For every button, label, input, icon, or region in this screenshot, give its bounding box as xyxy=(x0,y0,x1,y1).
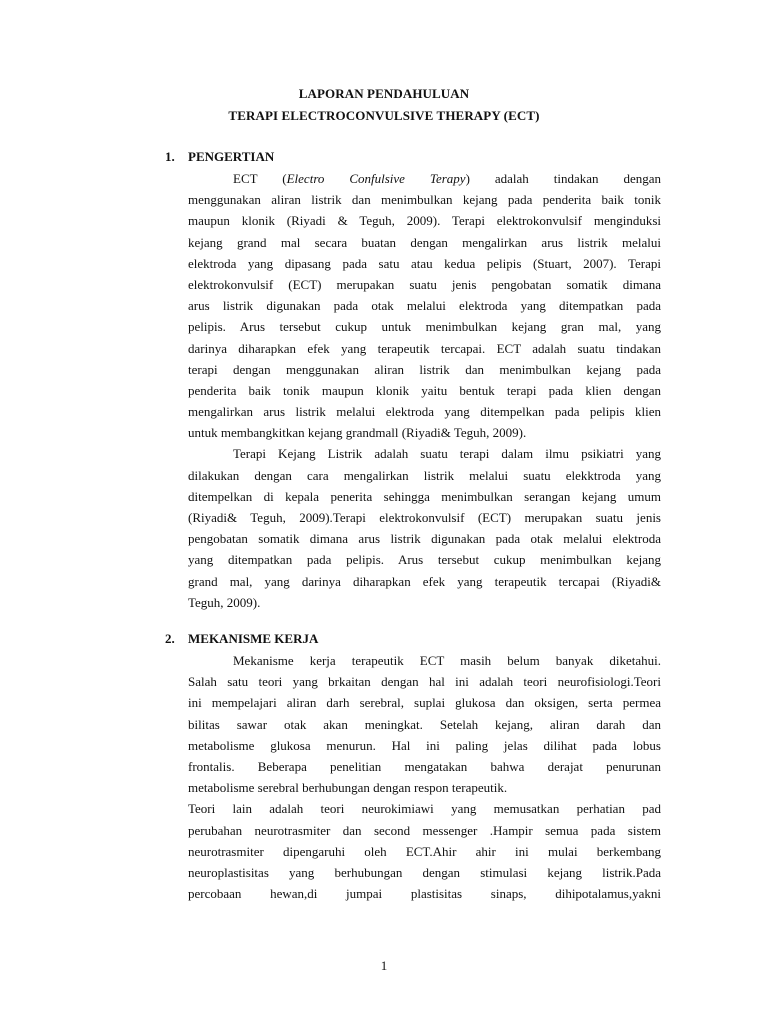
paragraph-line: Teori lain adalah teori neurokimiawi yang memusatkan perhatian pad xyxy=(188,801,661,817)
paragraph-line: arus listrik digunakan pada otak melalui elektroda yang ditempatkan pada xyxy=(188,298,661,314)
paragraph-line: Terapi Kejang Listrik adalah suatu terapi dalam ilmu psikiatri yang xyxy=(233,446,661,462)
paragraph-line: neuroplastisitas yang berhubungan dengan stimulasi kejang listrik.Pada xyxy=(188,864,661,880)
paragraph-line: percobaan hewan,di jumpai plastisitas sinaps, dihipotalamus,yakni xyxy=(188,886,661,902)
paragraph-line: elektroda yang dipasang pada satu atau kedua pelipis (Stuart, 2007). Terapi xyxy=(188,255,661,271)
paragraph-line: terapi dengan menggunakan aliran listrik dan menimbulkan kejang pada xyxy=(188,361,661,377)
paragraph-line: menggunakan aliran listrik dan menimbulkan kejang pada penderita baik tonik xyxy=(188,192,661,208)
paragraph-line: penderita baik tonik maupun klonik yaitu bentuk terapi pada klien dengan xyxy=(188,382,661,398)
paragraph-line: mengalirkan arus listrik melalui elektroda yang ditempelkan pada pelipis klien xyxy=(188,404,661,420)
paragraph-line: pengobatan somatik dimana arus listrik digunakan pada otak melalui elektroda xyxy=(188,531,661,547)
paragraph-line: Salah satu teori yang brkaitan dengan hal ini adalah teori neurofisiologi.Teori xyxy=(188,674,661,690)
paragraph-line: elektrokonvulsif (ECT) merupakan suatu jenis pengobatan somatik dimana xyxy=(188,276,661,292)
paragraph-line: darinya diharapkan efek yang terapeutik tercapai. ECT adalah suatu tindakan xyxy=(188,340,661,356)
paragraph-line: (Riyadi& Teguh, 2009).Terapi elektrokonvulsif (ECT) merupakan suatu jenis xyxy=(188,510,661,525)
paragraph-line: ini mempelajari aliran darh serebral, suplai glukosa dan oksigen, serta permea xyxy=(188,695,661,711)
paragraph-line: neurotrasmiter dipengaruhi oleh ECT.Ahir ahir ini mulai berkembang xyxy=(188,843,661,859)
paragraph-line: metabolisme serebral berhubungan dengan respon terapeutik. xyxy=(188,780,508,796)
paragraph-line: grand mal, yang darinya diharapkan efek yang terapeutik tercapai (Riyadi& xyxy=(188,573,661,589)
paragraph-line: yang ditempatkan pada pelipis. Arus tersebut cukup menimbulkan kejang xyxy=(188,552,661,568)
section-number: 1. xyxy=(165,149,175,164)
paragraph-line: kejang grand mal secara buatan dengan mengalirkan arus listrik melalui xyxy=(188,234,661,250)
section-heading-pengertian xyxy=(165,149,274,165)
paragraph-line: untuk membangkitkan kejang grandmall (Riyadi& Teguh, 2009). xyxy=(188,425,527,441)
paragraph-line: frontalis. Beberapa penelitian mengatakan bahwa derajat penurunan xyxy=(188,758,661,774)
section-number: 2. xyxy=(165,631,175,646)
paragraph-line: bilitas sawar otak akan meningkat. Setelah kejang, aliran darah dan xyxy=(188,716,661,732)
paragraph-line: ECT (Electro Confulsive Terapy) adalah tindakan dengan xyxy=(233,171,661,186)
paragraph-line: dilakukan dengan cara mengalirkan listrik melalui suatu elekktroda yang xyxy=(188,467,661,483)
paragraph-line: maupun klonik (Riyadi & Teguh, 2009). Terapi elektrokonvulsif menginduksi xyxy=(188,213,661,229)
section-body-mekanisme-kerja xyxy=(188,650,661,904)
section-title: PENGERTIAN xyxy=(188,149,275,164)
paragraph-line: metabolisme glukosa menurun. Hal ini paling jelas dilihat pada lobus xyxy=(188,737,661,753)
document-subtitle: TERAPI ELECTROCONVULSIVE THERAPY (ECT) xyxy=(228,108,540,123)
paragraph-line: Mekanisme kerja terapeutik ECT masih belum banyak diketahui. xyxy=(233,653,661,668)
paragraph-line: Teguh, 2009). xyxy=(188,594,261,610)
italic-term: Electro Confulsive Terapy xyxy=(286,171,466,186)
section-heading-mekanisme-kerja xyxy=(165,631,318,647)
paragraph-line: pelipis. Arus tersebut cukup untuk menimbulkan kejang gran mal, yang xyxy=(188,319,661,335)
paragraph-line: perubahan neurotrasmiter dan second messenger .Hampir semua pada sistem xyxy=(188,822,661,838)
document-title: LAPORAN PENDAHULUAN xyxy=(298,86,470,101)
section-title: MEKANISME KERJA xyxy=(188,631,319,646)
page-number: 1 xyxy=(380,958,388,973)
section-body-pengertian xyxy=(188,168,661,613)
paragraph-line: ditempelkan di kepala penerita sehingga menimbulkan serangan kejang umum xyxy=(188,488,661,504)
